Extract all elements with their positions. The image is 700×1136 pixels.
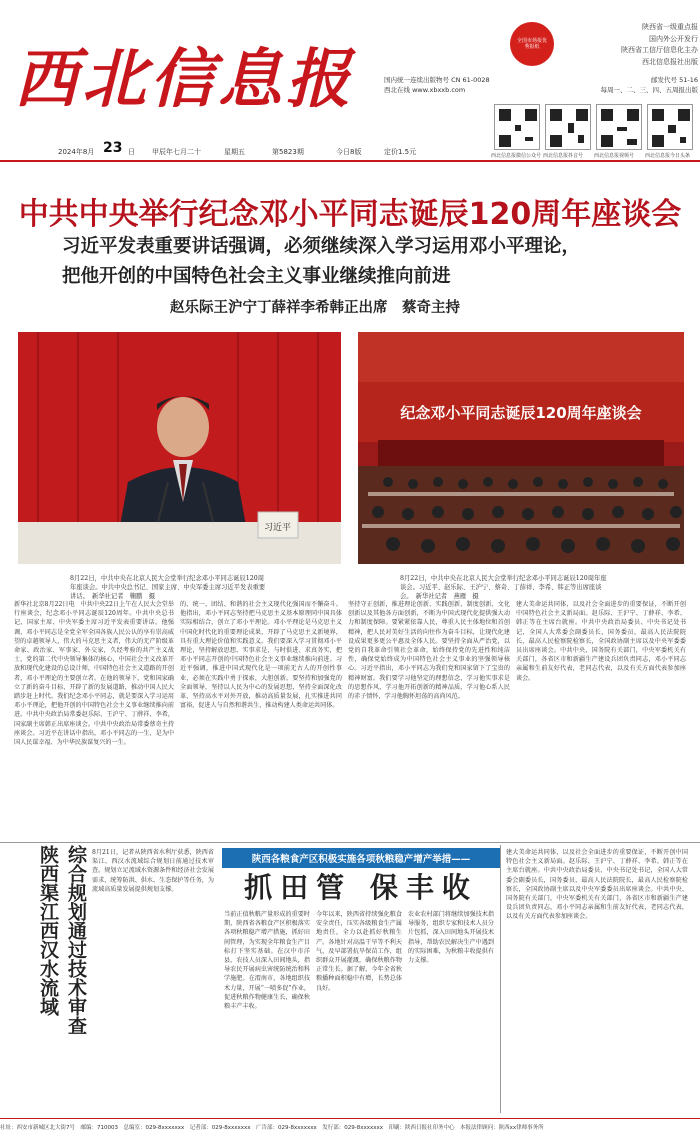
weekday: 星期五 (224, 148, 245, 156)
qr-label: 西北信息报微信公众号 (491, 153, 542, 159)
day-label: 日 (128, 148, 135, 156)
side-headline-col: 综合规划通过技术审查 (65, 845, 87, 1035)
issue-number: 第5823期 (272, 148, 304, 156)
lunar-date: 甲辰年七月二十 (152, 148, 201, 156)
publication-numbers (384, 75, 564, 95)
info-line: 陕西省一级重点报 (642, 23, 698, 31)
photo-speaker[interactable] (18, 332, 341, 564)
info-line: 国内外公开发行 (649, 34, 698, 43)
article-column-3: 坚持守正创新，推进理论创新、实践创新、制度创新、文化创新以及其他各方面创新，不断为中国式现代化提供强大动力和制度保障。要紧紧依靠人民，尊重人民主体地位和首创精神，把人民对美好生活的向往作为奋斗目标，让现代化建设成果更多更公平惠及全体人民。要坚持全面从严治党，以党的自我革命引领社会革命，始终保持党的先进性和纯洁性，确保党始终成为中国特色社会主义事业的坚强领导核心。习近平指出，邓小平同志为我们党和国家留下了宝贵的精神财富。我们要学习他坚定的理想信念，学习他实事求是的思想作风，学习他开拓创新的精神品质，学习他心系人民的赤子情怀，学习他胸怀坦荡的高尚风范。 (348, 601, 510, 701)
article-column-4: 建大美命运共同体，以及社会全面进步的重要保证，不断开创中国特色社会主义新局面。赵乐际、王沪宁、丁薛祥、李希、韩正等在主席台就座。中共中央政治局委员、中央书记处书记，全国人大常委会副委员长，国务委员，最高人民法院院长，最高人民检察院检察长，全国政协副主席以及中央军委委员出席座谈会。中共中央、国务院有关部门，中央军委机关有关部门，各省区市和新疆生产建设兵团负责同志，邓小平同志亲属和生前友好代表，老同志代表，以及有关方面代表参加座谈会。 (516, 601, 686, 682)
day-number: 23 (103, 140, 123, 156)
article-column-1: 新华社北京8月22日电 中共中央22日上午在人民大会堂举行座谈会，纪念邓小平同志诞辰120周年。中共中央总书记、国家主席、中央军委主席习近平发表重要讲话。他强调，邓小平同志是全党全军全国各族人民公认的享有崇高威望的卓越领导人，伟大的马克思主义者，伟大的无产阶级革命家、政治家、军事家、外交家，久经考验的共产主义战士，党的第二代中央领导集体的核心，中国社会主义改革开放和现代化建设的总设计师，中国特色社会主义道路的开创者，邓小平理论的主要创立者。在他的领导下，党和国家确立了新的奋斗目标，开辟了新的发展道路，推动中国人民大踏步赶上时代。我们纪念邓小平同志，就是要深入学习运用邓小平理论，把他开创的中国特色社会主义事业继续推向前进。中共中央政治局常委赵乐际、王沪宁、丁薛祥、李希，国家副主席韩正出席座谈会。中共中央政治局常委蔡奇主持座谈会。习近平在讲话中指出，邓小平同志的一生，是为中国人民谋幸福、为中华民族谋复兴的一生。 (14, 601, 174, 747)
year-month: 2024年8月 (58, 148, 95, 156)
issn-line: 国内统一连续出版物号 CN 61-0028 (384, 76, 490, 84)
postal-code-line: 邮发代号 51-16 (651, 76, 698, 84)
grain-body-col-3: 农业农村部门将继续加强技术指导服务，组织专家和技术人员分片包抓，深入田间地头开展技术指导，帮助农民解决生产中遇到的实际困难，为秋粮丰收提供有力支撑。 (408, 911, 494, 965)
qr-code-icon[interactable] (596, 104, 642, 150)
qr-code-icon[interactable] (494, 104, 540, 150)
photo-meeting-hall[interactable] (358, 332, 684, 564)
qr-label: 西北信息报今日头条 (645, 153, 691, 159)
qr-code-icon[interactable] (647, 104, 693, 150)
masthead (0, 0, 700, 160)
section-divider (0, 842, 700, 843)
grain-body-col-2: 今年以来，陕西省持续强化粮食安全责任，压实各级粮食生产属地责任，全力以赴抓好秋粮生产。各地针对高温干旱等不利天气，及早部署抗旱保苗工作，组织群众开展灌溉，确保秋粮作物正常生长。据了解，今年全省秋粮播种面积稳中有增，长势总体良好。 (316, 911, 402, 992)
page-count: 今日8版 (336, 148, 362, 156)
side-story-body: 8月21日，记者从陕西省水利厅获悉，陕西省渠江、西汉水流域综合规划日前通过技术审查。规划立足流域水资源条件和经济社会发展需求，统筹防洪、供水、生态保护等任务，为流域高质量发展提供规划支撑。 (92, 849, 214, 893)
footer-imprint: 社址：西安市新城区北大街7号 邮编：710003 总编室：029-8xxxxxxx 记者部：029-8xxxxxxx 广告部：029-8xxxxxxx 发行部：029-8xxxxxxx 印刷：陕西日报社印务中心 本报法律顾问：陕西xx律师事务所 (0, 1118, 700, 1136)
grain-headline: 抓田管 保丰收 (244, 871, 478, 904)
award-seal (510, 22, 554, 66)
postal-info (560, 75, 698, 95)
price: 定价1.5元 (384, 148, 417, 156)
qr-code-icon[interactable] (545, 104, 591, 150)
seal-text: 全国市场报优秀报纸 (516, 38, 547, 50)
grain-body-col-1: 当前正值秋粮产量形成的重要时期，陕西省各粮食产区积极落实各项秋粮稳产增产措施，抓好田间管理，为实现全年粮食生产目标打下坚实基础。在汉中市洋县，农技人员深入田间地头，指导农民开展病虫害统防统治和科学施肥。在渭南市，各地组织技术力量，开展“一喷多促”作业，促进秋粮作物健康生长，确保秋粮丰产丰收。 (224, 911, 310, 1011)
website-line: 西北在线 www.xbxxb.com (384, 86, 466, 94)
newspaper-logo: 西北信息报 (14, 42, 354, 117)
schedule-line: 每周一、二、三、四、五周报出版 (600, 86, 698, 94)
hall-banner: 纪念邓小平同志诞辰120周年座谈会 (400, 404, 642, 422)
main-headline: 中共中央举行纪念邓小平同志诞辰120周年座谈会 (18, 197, 682, 232)
info-line: 西北信息报社出版 (642, 57, 698, 66)
grain-kicker: 陕西各粮食产区积极实施各项秋粮稳产增产举措—— (222, 848, 500, 868)
article-column-2: 的、统一、团结、和谐的社会主义现代化强国而不懈奋斗。他指出，邓小平同志坚持把马克思主义基本原理同中国具体实际相结合，创立了邓小平理论。邓小平理论是马克思主义中国化时代化的重要理论成果，开辟了马克思主义新境界，具有重大理论价值和实践意义。我们要深入学习贯彻邓小平理论，坚持解放思想、实事求是，与时俱进、求真务实，把邓小平同志开创的中国特色社会主义事业继续推向前进。习近平强调，推进中国式现代化是一项前无古人的开创性事业，必须在实践中勇于探索，大胆创新。要坚持和加强党的全面领导，坚持以人民为中心的发展思想，坚持全面深化改革，坚持高水平对外开放，推动高质量发展，扎实推进共同富裕，促进人与自然和谐共生，推动构建人类命运共同体。 (180, 601, 342, 710)
column-divider (500, 845, 501, 1113)
photo2-caption: 8月22日，中共中央在北京人民大会堂举行纪念邓小平同志诞辰120周年座谈会。习近平、赵乐际、王沪宁、蔡奇、丁薛祥、李希、韩正等出席座谈会。 新华社记者 燕雁 摄 (400, 575, 607, 600)
qr-label: 西北信息报视频号 (594, 153, 635, 159)
info-line: 陕西省工信厅信息化主办 (621, 46, 698, 54)
name-card: 习近平 (264, 523, 292, 533)
photo1-caption: 8月22日，中共中央在北京人民大会堂举行纪念邓小平同志诞辰120周年座谈会。中共中央总书记、国家主席、中央军委主席习近平发表重要讲话。 新华社记者 鞠鹏 摄 (70, 575, 266, 600)
subheadline-line: 习近平发表重要讲话强调，必须继续深入学习运用邓小平理论， (62, 236, 581, 257)
dateline-bar (0, 140, 490, 158)
qr-label: 西北信息报抖音号 (543, 153, 584, 159)
publisher-info (558, 22, 698, 68)
subheadline (62, 232, 700, 292)
side-headline-col: 陕西渠江西汉水流域 (37, 845, 59, 1016)
continued-column: 建大美命运共同体，以及社会全面进步的重要保证，不断开创中国特色社会主义新局面。赵乐际、王沪宁、丁薛祥、李希、韩正等在主席台就座。中共中央政治局委员、中央书记处书记，全国人大常委会副委员长，国务委员，最高人民法院院长，最高人民检察院检察长，全国政协副主席以及中央军委委员出席座谈会。中共中央、国务院有关部门，中央军委机关有关部门，各省区市和新疆生产建设兵团负责同志，邓小平同志亲属和生前友好代表，老同志代表，以及有关方面代表参加座谈会。 (506, 849, 688, 921)
side-story-headline (8, 845, 88, 1035)
masthead-rule (0, 160, 700, 162)
subheadline-line: 把他开创的中国特色社会主义事业继续推向前进 (62, 266, 451, 287)
attendees-line: 赵乐际王沪宁丁薛祥李希韩正出席 蔡奇主持 (170, 300, 460, 316)
